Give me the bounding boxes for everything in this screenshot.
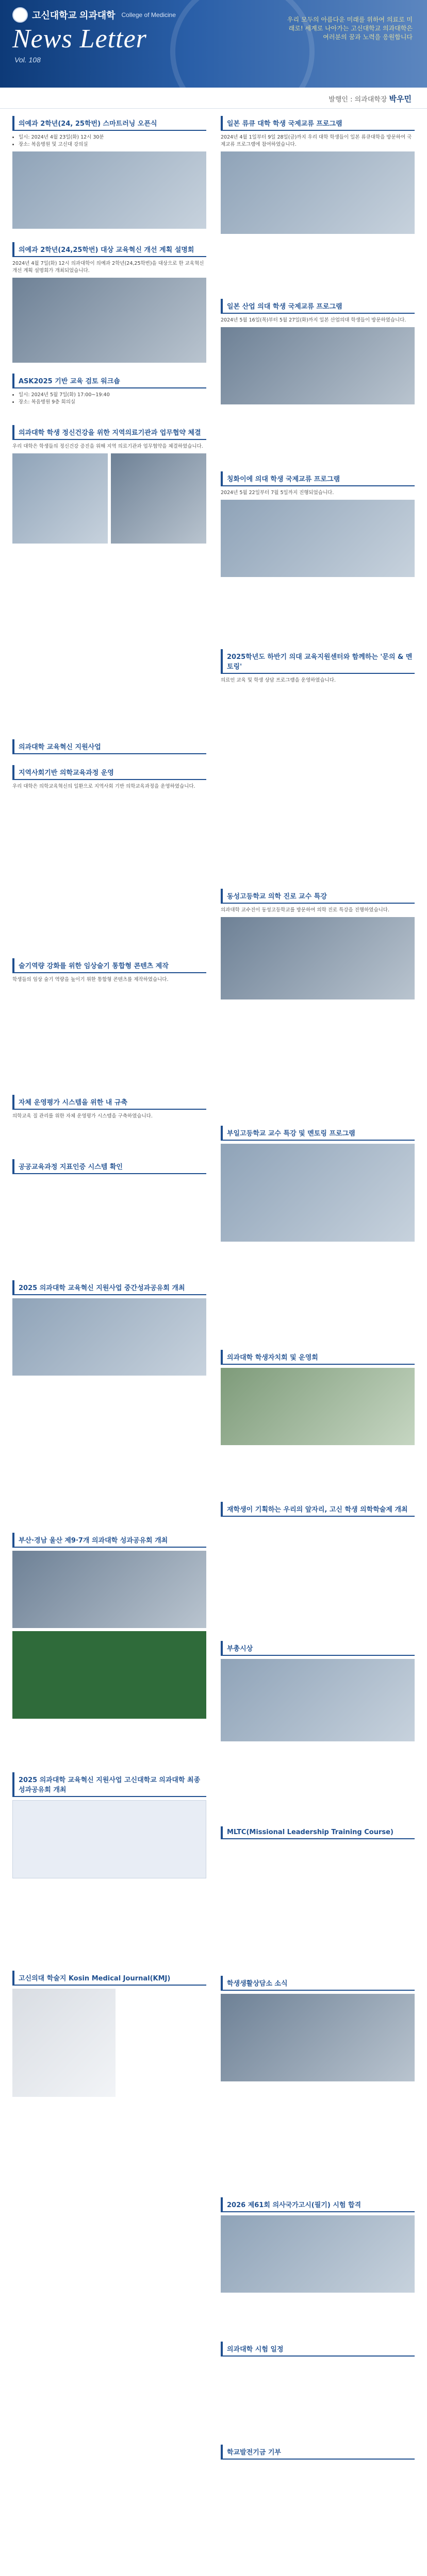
article-photo [12,1551,206,1628]
article-title: 2025 의과대학 교육혁신 지원사업 고신대학교 의과대학 최종성과공유회 개최 [12,1772,206,1797]
article [12,1772,206,1878]
article-photo [111,453,206,544]
article [12,116,206,229]
article-text: 우리 대학은 학생들의 정신건강 증진을 위해 지역 의료기관과 업무협약을 체결하였습니다. [12,444,203,449]
article-title: 공공교육과정 지표인증 시스템 확인 [12,1159,206,1174]
school-emblem-icon [12,7,28,23]
article [221,299,415,404]
article-title: 2025학년도 하반기 의대 교육지원센터와 함께하는 '문의 & 멘토링' [221,649,415,674]
article [12,1280,206,1376]
article-title: 의예과 2학년(24,25학번) 대상 교육혁신 개선 계획 설명회 [12,242,206,257]
article-bullets [12,134,206,148]
article-text: 2024년 4월 1일부터 9일 28일(금)까지 우리 대학 학생들이 일본 류큐대학을 방문하여 국제교류 프로그램에 참여하였습니다. [221,134,412,147]
publisher-name: 박우민 [389,94,412,104]
article-title: 일본 산업 의대 학생 국제교류 프로그램 [221,299,415,314]
article-photo [12,453,108,544]
article [12,739,206,754]
article-text: 의과대학 교수진이 동성고등학교를 방문하여 의학 진로 특강을 진행하였습니다. [221,907,390,913]
article-bullets [12,392,206,406]
article-title: 의과대학 학생 정신건강을 위한 지역의료기관과 업무협약 체결 [12,425,206,440]
publisher [329,93,412,104]
article-text: 2024년 4월 7일(화) 12시 의과대학이 의예과 2학년(24,25학번)을 대상으로 한 교육혁신 개선 계획 설명회가 개최되었습니다. [12,261,204,274]
article-title: 부산·경남 울산 제9·7개 의과대학 성과공유회 개최 [12,1533,206,1548]
article-photo [221,151,415,234]
slogan: 우리 모두의 아름다운 미래를 위하여 의료로 미래로! 세계로 나아가는 고신대학교 의과대학은 여러분의 꿈과 노력을 응원합니다 [287,16,413,41]
article-photo [221,327,415,404]
article [221,116,415,234]
article-title: 부일고등학교 교수 특강 및 멘토링 프로그램 [221,1126,415,1141]
school-logo [12,7,176,23]
article [12,1533,206,1719]
article [221,2197,415,2293]
school-name-en: College of Medicine [121,11,176,19]
article-text: 2024년 5월 16일(목)부터 5월 27일(화)까지 일본 산업의대 학생들이 방문하였습니다. [221,317,406,323]
article [12,1971,206,2097]
article-title: 의과대학 시험 일정 [221,2342,415,2357]
article-photo [12,1298,206,1376]
article-title: 고신의대 학술지 Kosin Medical Journal(KMJ) [12,1971,206,1986]
article-title: 재학생이 기획하는 우리의 앞자리, 고신 학생 의학학술제 개최 [221,1502,415,1517]
publisher-label: 발행인 : 의과대학장 [329,96,387,104]
article-title: 학교발전기금 기부 [221,2445,415,2460]
article-title: 2026 제61회 의사국가고시(필기) 시험 합격 [221,2197,415,2212]
volume-number: Vol. 108 [14,56,41,64]
article-title: 부총시상 [221,1641,415,1656]
article-photo [221,2215,415,2293]
article-photo-row [12,450,206,544]
article-photo [221,1994,415,2081]
article-title: 학생생활상담소 소식 [221,1976,415,1991]
article [221,2445,415,2460]
article [221,649,415,684]
article [12,765,206,790]
article [221,1976,415,2081]
article-title: 2025 의과대학 교육혁신 지원사업 중간성과공유회 개최 [12,1280,206,1295]
article-title: 술기역량 강화를 위한 임상술기 통합형 콘텐츠 제작 [12,958,206,973]
article [221,1126,415,1242]
event-poster [12,1800,206,1878]
article-title: 자체 운영평가 시스템을 위한 내 규축 [12,1095,206,1110]
article-text: 2024년 5월 22일부터 7월 5일까지 진행되었습니다. [221,490,334,496]
journal-cover [12,1989,116,2097]
article-text: 학생들의 임상 술기 역량을 높이기 위한 통합형 콘텐츠를 제작하였습니다. [12,977,169,982]
newsletter-title: News Letter [12,24,147,54]
article-title: 지역사회기반 의학교육과정 운영 [12,765,206,780]
article [221,1826,415,1839]
article [12,1095,206,1120]
masthead [0,0,427,88]
article-text: 의학교육 질 관리를 위한 자체 운영평가 시스템을 구축하였습니다. [12,1113,153,1119]
article [12,242,206,363]
article-title: MLTC(Missional Leadership Training Course) [221,1826,415,1839]
article-photo [221,917,415,999]
article [12,374,206,406]
article-photo [221,1368,415,1445]
article-photo [221,500,415,577]
article-bullet: • 일시: 2024년 5월 7일(화) 17:00~19:40 [19,392,206,399]
article-text: 우리 대학은 의학교육혁신의 일환으로 지역사회 기반 의학교육과정을 운영하였습니다. [12,784,195,789]
article-title: 칭화이에 의대 학생 국제교류 프로그램 [221,471,415,486]
article [221,1641,415,1741]
event-banner [12,1631,206,1719]
article [221,1502,415,1517]
article-title: ASK2025 기반 교육 검토 워크숍 [12,374,206,388]
decorative-circle [170,0,315,88]
article [12,958,206,984]
article-title: 일본 류큐 대학 학생 국제교류 프로그램 [221,116,415,131]
school-name: 고신대학교 의과대학 [32,10,116,21]
article-photo [12,151,206,229]
publisher-row [0,88,427,109]
article-bullet: • 장소: 복음병원 및 고신대 강의실 [19,141,206,148]
article-photo [12,278,206,363]
article-title: 의예과 2학년(24, 25학번) 스마트러닝 오픈식 [12,116,206,131]
article-title: 동성고등학교 의학 진로 교수 특강 [221,889,415,904]
article [221,2342,415,2357]
article-title: 의과대학 교육혁신 지원사업 [12,739,206,754]
article-bullet: • 일시: 2024년 4월 23일(화) 12시 30분 [19,134,206,141]
article [221,1350,415,1445]
article-title: 의과대학 학생자치회 및 운영회 [221,1350,415,1365]
article-photo [221,1659,415,1741]
article-photo [221,1144,415,1242]
article [221,889,415,999]
article [12,1159,206,1174]
article-text: 의료인 교육 및 학생 상담 프로그램을 운영하였습니다. [221,677,336,683]
article [12,425,206,544]
article-bullet: • 장소: 복음병원 9층 회의실 [19,399,206,406]
article [221,471,415,577]
